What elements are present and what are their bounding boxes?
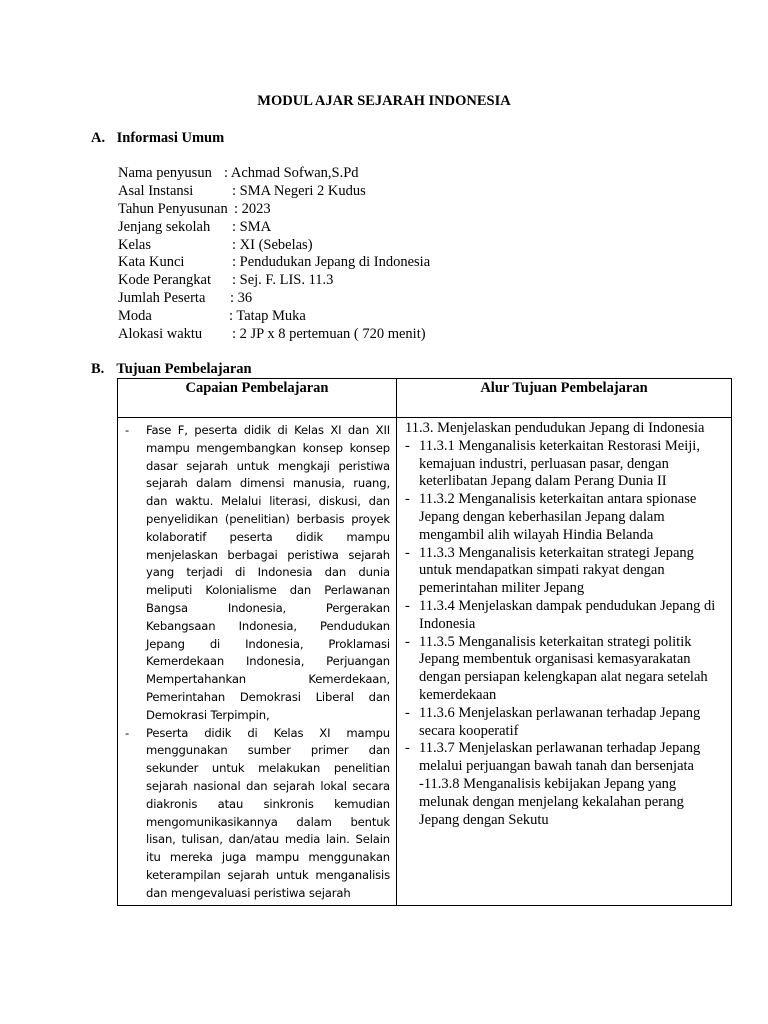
section-b-title: Tujuan Pembelajaran — [116, 361, 252, 377]
info-label: Jenjang sekolah — [118, 218, 211, 235]
info-value: : Pendudukan Jepang di Indonesia — [232, 254, 431, 271]
header-capaian-pembelajaran: Capaian Pembelajaran — [118, 379, 397, 418]
document-title: MODUL AJAR SEJARAH INDONESIA — [257, 93, 511, 109]
bullet-dash: - — [405, 491, 410, 508]
section-a-number: A. — [91, 130, 106, 146]
capaian-item — [123, 422, 390, 725]
bullet-dash: - — [125, 423, 130, 437]
alur-text: 11.3.6 Menjelaskan perlawanan terhadap Jepang secara kooperatif — [419, 704, 701, 739]
alur-item — [405, 545, 727, 598]
capaian-cell — [118, 418, 397, 906]
info-value: : 36 — [230, 290, 253, 307]
section-a-heading — [91, 130, 224, 147]
bullet-dash: - — [405, 740, 410, 757]
info-value: : XI (Sebelas) — [232, 236, 313, 253]
alur-text: 11.3.2 Menganalisis keterkaitan antara spionase Jepang dengan keberhasilan Jepang dalam mengambil alih wilayah Hindia Belanda — [419, 491, 697, 543]
alur-text: 11.3.1 Menganalisis keterkaitan Restorasi Meiji, kemajuan industri, perluasan pasar, dengan keterlibatan Jepang dalam Perang Dunia II — [419, 437, 700, 490]
alur-heading: 11.3. Menjelaskan pendudukan Jepang di Indonesia — [405, 420, 705, 436]
alur-text: 11.3.4 Menjelaskan dampak pendudukan Jepang di Indonesia — [419, 597, 716, 632]
bullet-dash: - — [125, 725, 130, 740]
alur-item — [405, 705, 727, 741]
bullet-dash: - — [405, 597, 410, 614]
info-label: Jumlah Peserta — [118, 290, 206, 307]
info-label: Moda — [118, 308, 152, 325]
info-label: Tahun Penyusunan — [118, 200, 228, 217]
info-label: Nama penyusun — [118, 165, 212, 181]
alur-item — [405, 438, 727, 491]
table-header-row — [118, 379, 732, 418]
alur-text: 11.3.7 Menjelaskan perlawanan terhadap Jepang melalui perjuangan bawah tanah dan bersenjata — [419, 740, 701, 775]
info-label: Kode Perangkat — [118, 272, 212, 289]
info-value: : Sej. F. LIS. 11.3 — [232, 272, 334, 289]
alur-item-last: -11.3.8 Menganalisis kebijakan Jepang yang melunak dengan menjelang kekalahan perang Jepang dengan Sekutu — [419, 775, 684, 828]
info-value: : 2023 — [234, 200, 271, 217]
learning-objectives-table — [117, 378, 732, 906]
alur-item — [405, 598, 727, 634]
info-label: Alokasi waktu — [118, 326, 203, 343]
capaian-text: Fase F, peserta didik di Kelas XI dan XII mampu mengembangkan konsep konsep dasar sejarah untuk mengkaji peristiwa sejarah dalam dimensi manusia, ruang, dan waktu. Melalui literasi, diskusi, dan penyelidikan (penelitian) berbasis proyek kolaboratif peserta didik mampu menjelaskan berbagai peristiwa sejarah yang terjadi di Indonesia dan dunia meliputi Kolonialisme dan Perlawanan Bangsa Indonesia, Pergerakan Kebangsaan Indonesia, Pendudukan Jepang di Indonesia, Proklamasi Kemerdekaan Indonesia, Perjuangan Mempertahankan Kemerdekaan, Pemerintahan Demokrasi Liberal dan Demokrasi Terpimpin, — [146, 423, 390, 722]
header-alur-tujuan-pembelajaran: Alur Tujuan Pembelajaran — [397, 379, 732, 418]
alur-cell — [397, 418, 732, 906]
section-b-heading — [91, 361, 252, 378]
alur-item — [405, 491, 727, 544]
info-value: : Tatap Muka — [229, 308, 306, 325]
bullet-dash: - — [405, 437, 410, 454]
info-value: : SMA — [232, 218, 272, 235]
alur-text: 11.3.5 Menganalisis keterkaitan strategi politik Jepang membentuk organisasi kemasyarakatan dengan persiapan kelengkapan alat negara setelah kemerdekaan — [419, 633, 708, 703]
section-b-number: B. — [91, 361, 105, 377]
capaian-item — [123, 725, 390, 903]
info-label: Kelas — [118, 236, 152, 253]
bullet-dash: - — [405, 704, 410, 721]
alur-item — [405, 740, 727, 776]
info-value: : Achmad Sofwan,S.Pd — [224, 165, 359, 181]
table-row — [118, 418, 732, 906]
section-a-title: Informasi Umum — [116, 130, 225, 146]
alur-item — [405, 634, 727, 705]
alur-text: 11.3.3 Menganalisis keterkaitan strategi Jepang untuk mendapatkan simpati rakyat dengan pemerintahan militer Jepang — [419, 544, 694, 597]
bullet-dash: - — [405, 544, 410, 561]
info-value: : 2 JP x 8 pertemuan ( 720 menit) — [232, 326, 426, 343]
capaian-text: Peserta didik di Kelas XI mampu menggunakan sumber primer dan sekunder untuk melakukan penelitian sejarah nasional dan sejarah lokal secara diakronis atau sinkronis kemudian mengomunikasikannya dalam bentuk lisan, tulisan, dan/atau media lain. Selain itu mereka juga mampu menggunakan keterampilan sejarah untuk menganalisis dan mengevaluasi peristiwa sejarah — [146, 725, 390, 900]
info-label: Asal Instansi — [118, 182, 194, 199]
bullet-dash: - — [405, 633, 410, 650]
info-label: Kata Kunci — [118, 254, 185, 271]
info-value: : SMA Negeri 2 Kudus — [232, 182, 366, 199]
